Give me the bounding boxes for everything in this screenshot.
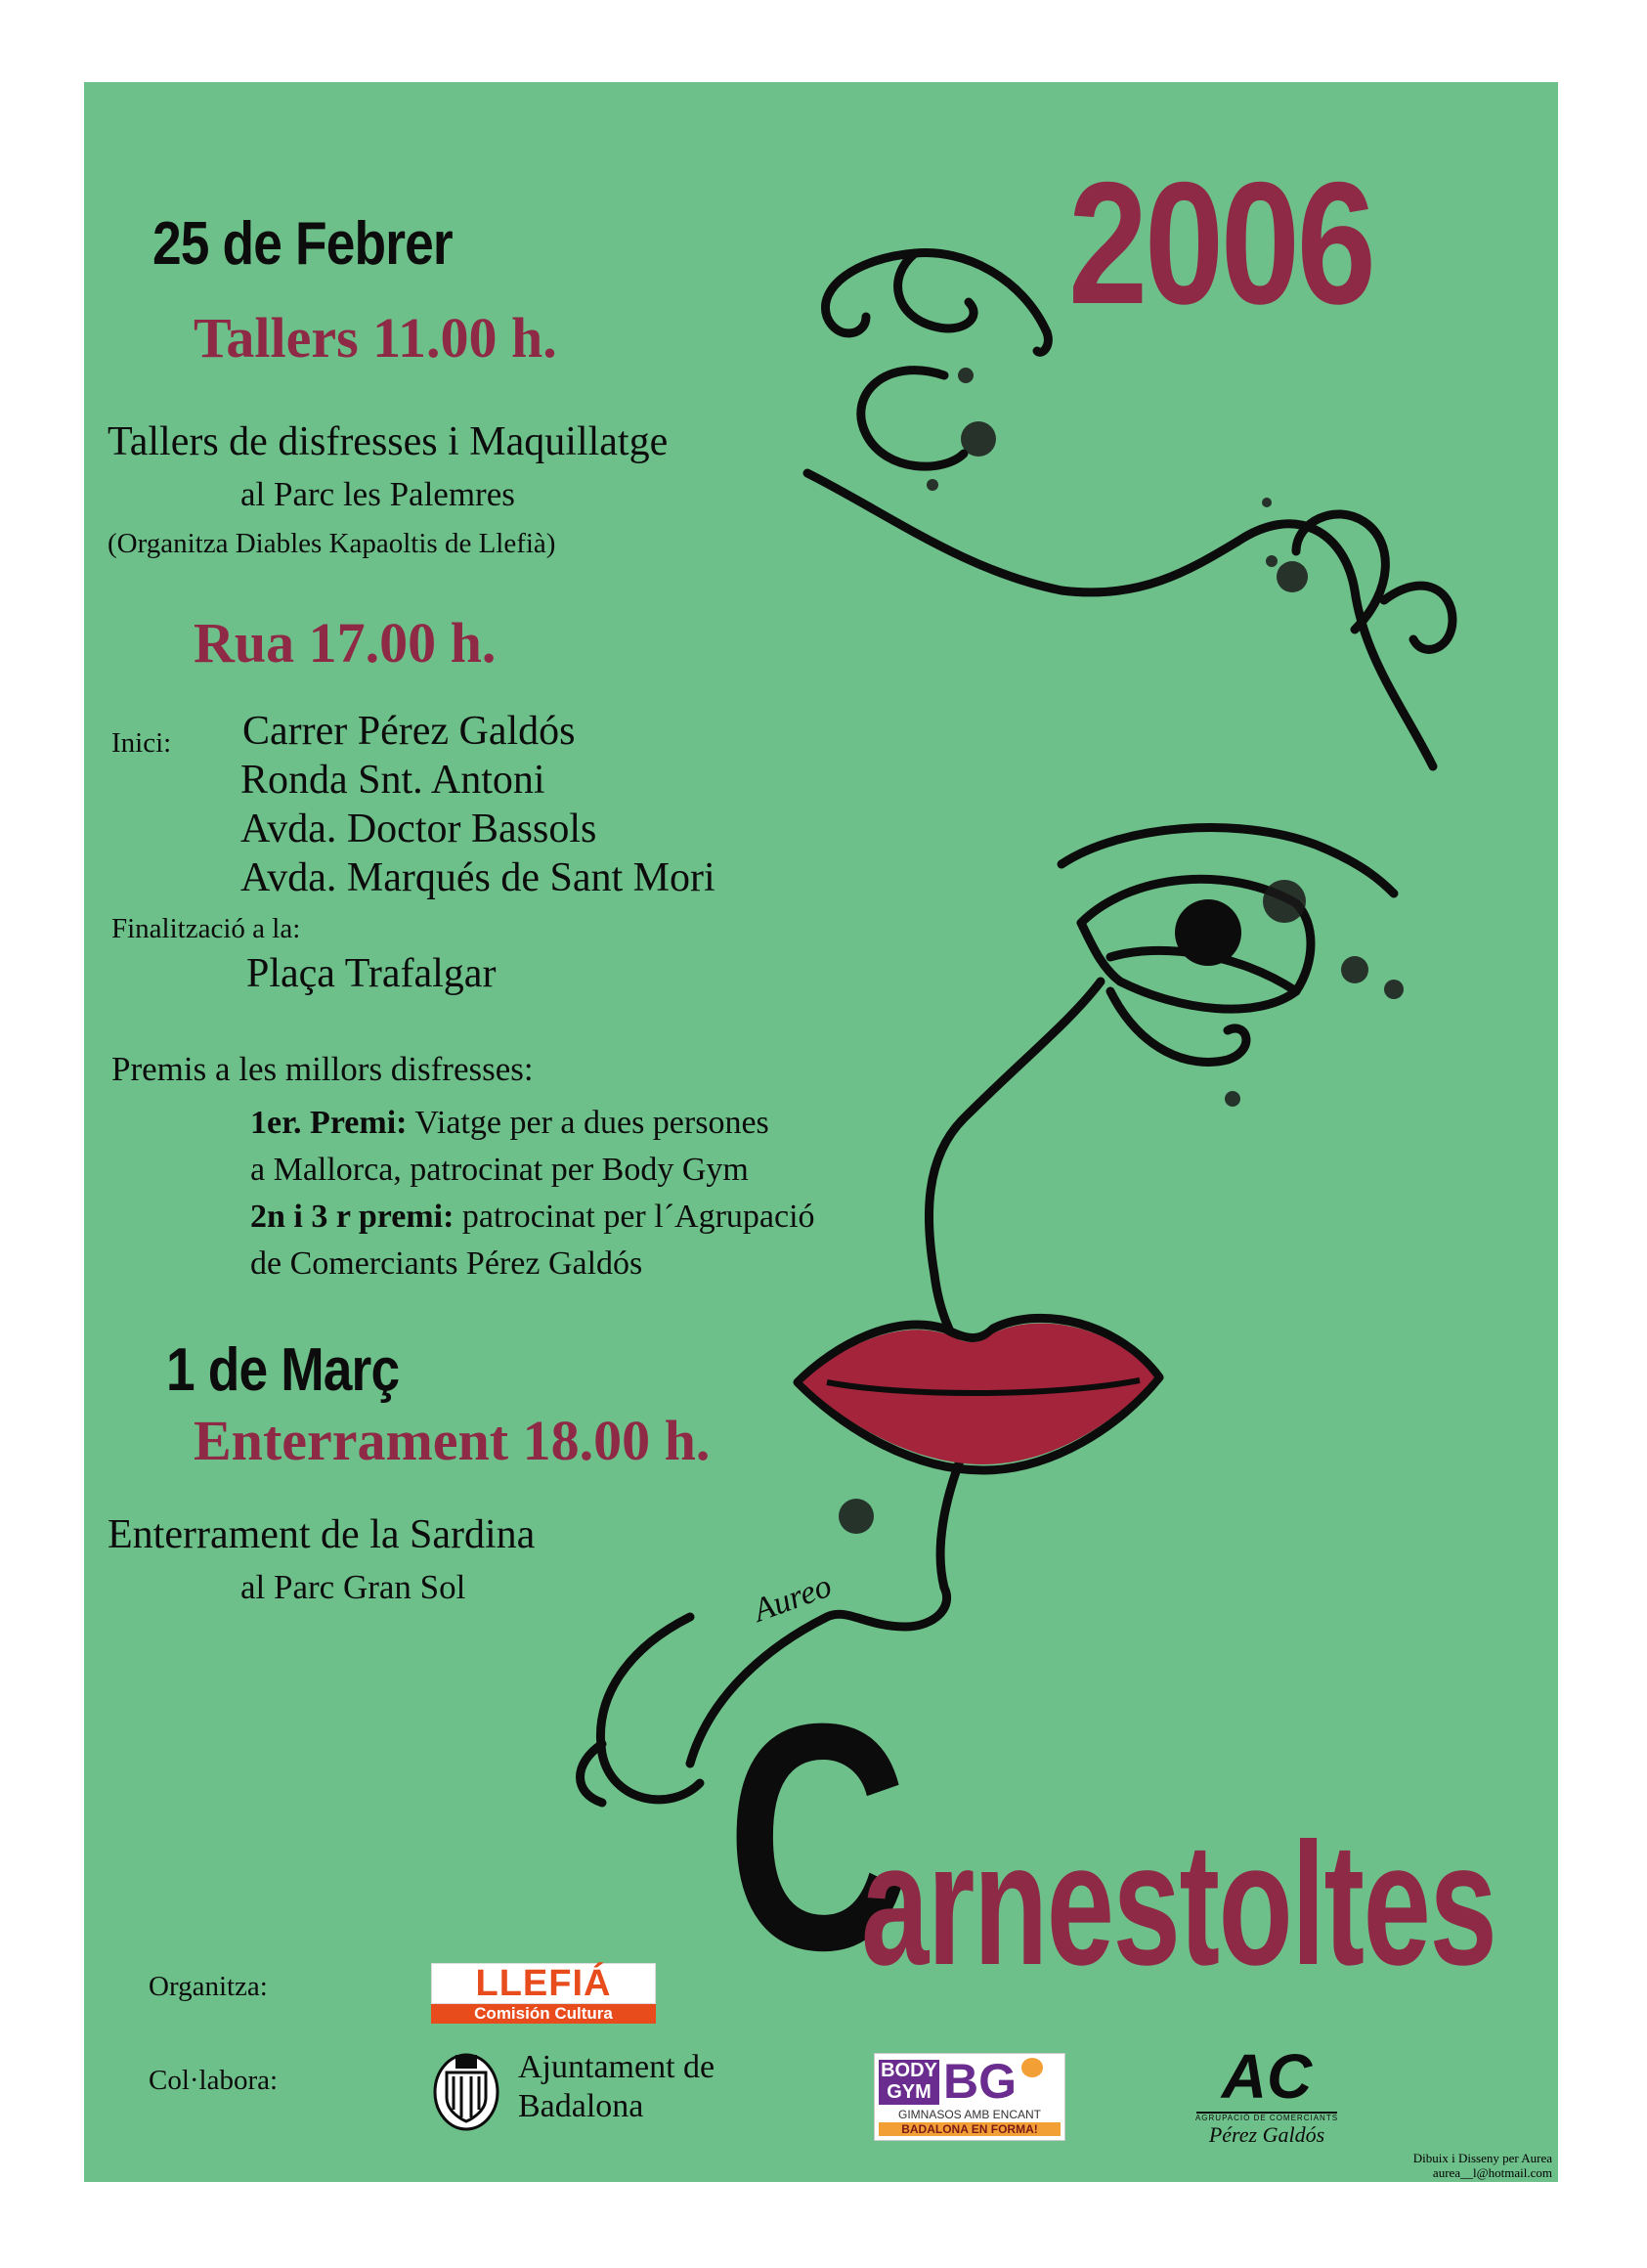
llefia-logo: LLEFIÁ Comisión Cultura	[431, 1963, 656, 2022]
route-item-1: Carrer Pérez Galdós	[242, 709, 576, 754]
bodygym-logo: BODY GYM BG GIMNASOS AMB ENCANT BADALONA EN FORMA!	[874, 2053, 1065, 2141]
rua-title: Rua 17.00 h.	[194, 611, 497, 675]
final-label: Finalització a la:	[111, 913, 301, 944]
prize-2-line1: 2n i 3 r premi: patrocinat per l´Agrupació	[250, 1199, 815, 1235]
route-item-2: Ronda Snt. Antoni	[240, 758, 545, 803]
ajuntament-line1: Ajuntament de	[518, 2049, 715, 2085]
organitza-label: Organitza:	[149, 1971, 268, 2002]
date-heading-2: 1 de Març	[166, 1336, 400, 1404]
ac-logo: AC AGRUPACIÓ DE COMERCIANTS Pérez Galdós	[1194, 2041, 1339, 2147]
tallers-title: Tallers 11.00 h.	[194, 306, 557, 370]
date-heading-1: 25 de Febrer	[152, 210, 453, 278]
tallers-line2: al Parc les Palemres	[240, 475, 515, 513]
prize-1-line2: a Mallorca, patrocinat per Body Gym	[250, 1152, 749, 1188]
enterrament-title: Enterrament 18.00 h.	[194, 1409, 711, 1472]
tallers-line3: (Organitza Diables Kapaoltis de Llefià)	[108, 528, 556, 559]
collabora-label: Col·labora:	[149, 2065, 279, 2096]
enterrament-line2: al Parc Gran Sol	[240, 1568, 466, 1606]
route-item-4: Avda. Marqués de Sant Mori	[240, 855, 715, 900]
prize-1-line1: 1er. Premi: Viatge per a dues persones	[250, 1105, 769, 1141]
route-item-3: Avda. Doctor Bassols	[240, 807, 597, 851]
title-initial: C	[726, 1656, 908, 2017]
tallers-line1: Tallers de disfresses i Maquillatge	[108, 419, 669, 464]
inici-label: Inici:	[111, 727, 172, 759]
design-credit: Dibuix i Disseny per Aurea aurea__l@hotmail.com	[1412, 2151, 1552, 2180]
title-rest: arnestoltes	[861, 1807, 1496, 2001]
carnival-poster	[84, 82, 1558, 2182]
year-heading: 2006	[1068, 146, 1373, 340]
badalona-crest-icon	[432, 2049, 500, 2131]
ajuntament-line2: Badalona	[518, 2088, 644, 2124]
artist-signature: Aureo	[749, 1567, 837, 1630]
premis-title: Premis a les millors disfresses:	[111, 1050, 534, 1088]
prize-2-line2: de Comerciants Pérez Galdós	[250, 1245, 643, 1282]
final-place: Plaça Trafalgar	[246, 951, 497, 996]
enterrament-line1: Enterrament de la Sardina	[108, 1512, 536, 1557]
